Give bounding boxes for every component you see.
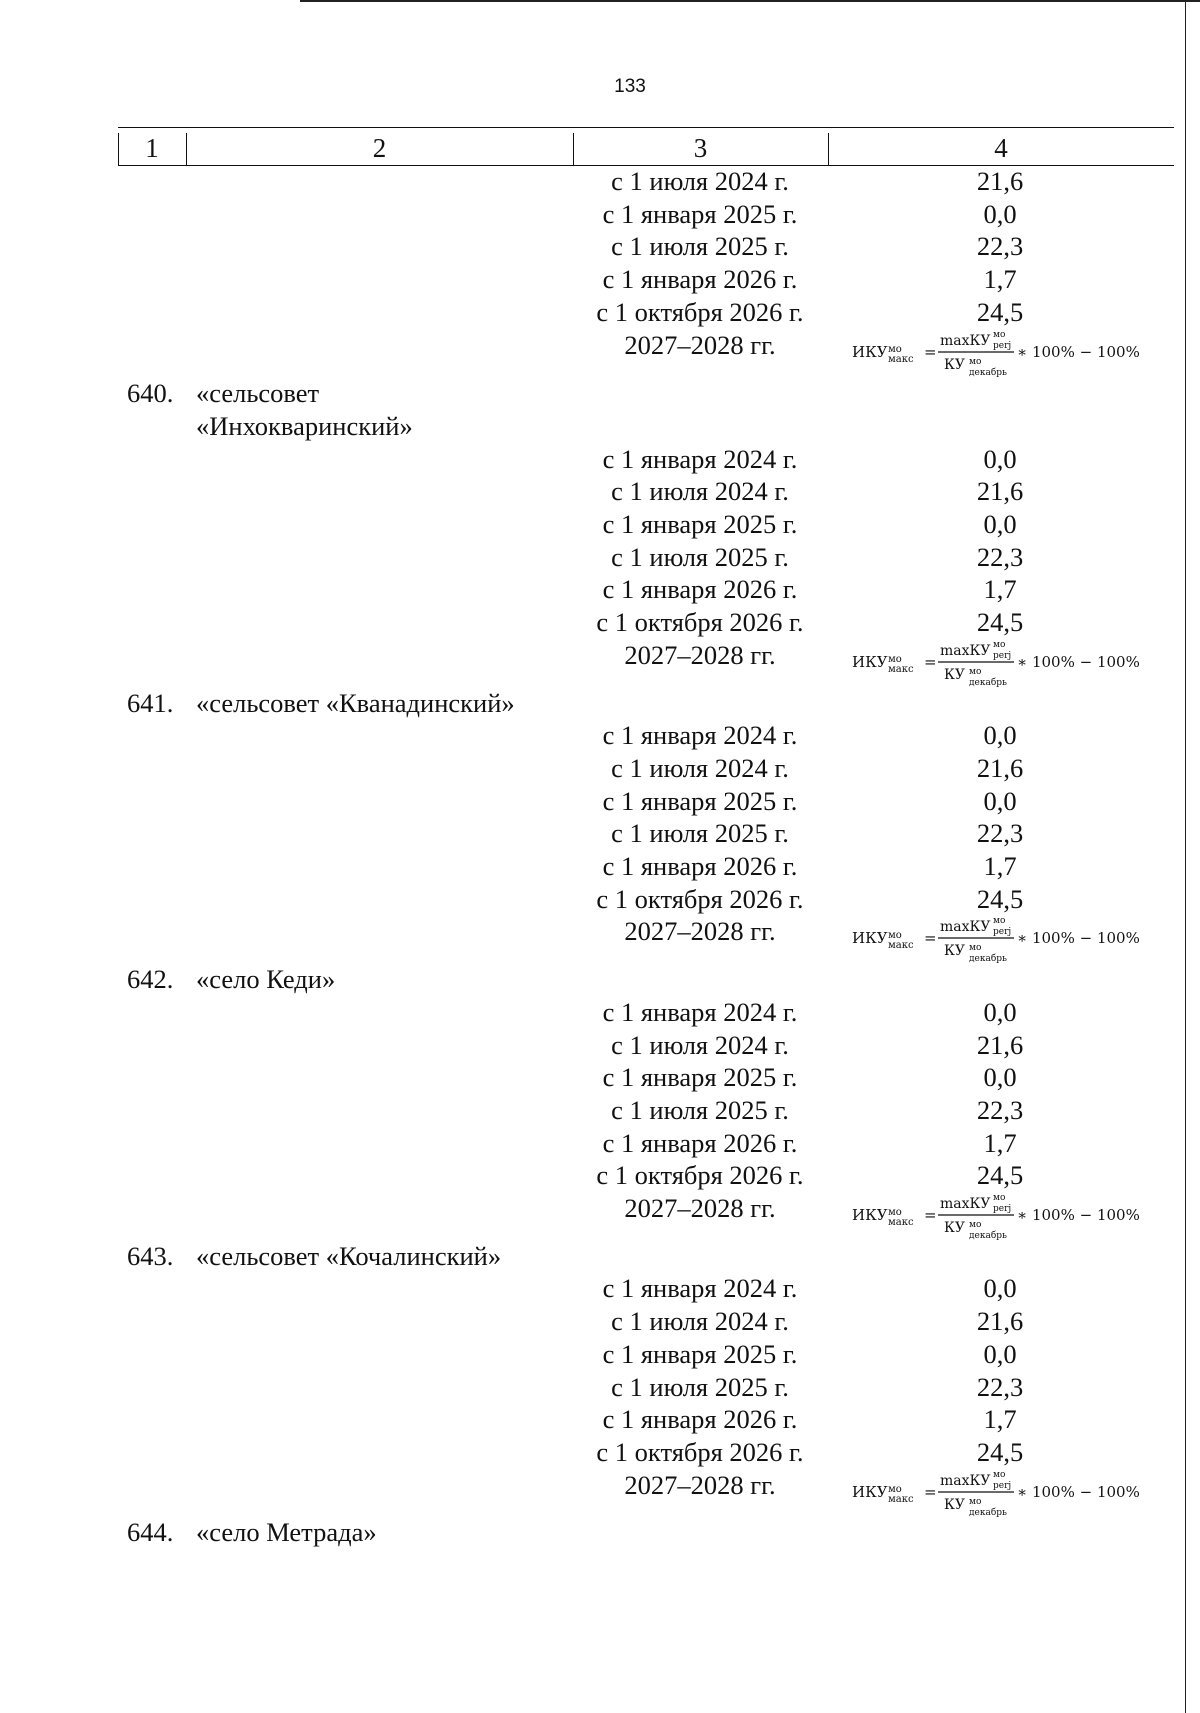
value-cell: 0,0 (983, 509, 1017, 539)
value-cell: 1,7 (983, 851, 1017, 881)
formula-equals: = (924, 929, 937, 948)
formula-denominator: КУ (944, 356, 965, 373)
formula-numerator-sup: мо (993, 916, 1006, 927)
period-cell: с 1 января 2025 г. (602, 1062, 798, 1093)
formula-lhs-sup: мо (888, 930, 902, 942)
formula-denominator-sup: мо (969, 1496, 982, 1507)
period-cell: с 1 января 2025 г. (602, 1338, 798, 1369)
period-cell: с 1 января 2026 г. (602, 851, 798, 881)
formula-denominator: КУ (944, 1220, 965, 1236)
value-cell: 0,0 (983, 996, 1017, 1027)
period-cell: с 1 июля 2024 г. (611, 752, 789, 783)
value-cell: 24,5 (976, 1436, 1024, 1467)
entry-name: «сельсовет (196, 378, 320, 409)
value-cell: 0,0 (983, 1062, 1017, 1093)
formula-denominator-sub: декабрь (969, 954, 1007, 965)
entry-name: «село Метрада» (196, 1517, 377, 1548)
period-cell: с 1 января 2026 г. (602, 574, 798, 605)
period-cell: с 1 июля 2025 г. (611, 541, 789, 572)
entry-number: 642. (127, 964, 174, 995)
period-cell: 2027–2028 гг. (624, 329, 776, 360)
value-cell: 1,7 (983, 1127, 1017, 1158)
formula-numerator: maxКУ (940, 332, 991, 349)
value-cell: 0,0 (983, 443, 1017, 474)
formula-tail: ∗ 100% − 100% (1017, 652, 1140, 671)
entry-name: «Инхокваринский» (196, 410, 413, 441)
formula-denominator: КУ (944, 666, 965, 683)
formula-iku-max (852, 912, 1157, 965)
formula-lhs-sub: макс (888, 663, 914, 675)
formula-numerator-sub: perj (993, 650, 1012, 661)
value-cell: 0,0 (983, 1338, 1017, 1369)
entry-name: «сельсовет «Кочалинский» (196, 1240, 502, 1271)
period-cell: 2027–2028 гг. (624, 916, 776, 947)
formula-lhs: ИКУ (852, 652, 888, 671)
formula-numerator: maxКУ (940, 642, 991, 659)
formula-equals: = (924, 342, 937, 361)
value-cell: 0,0 (983, 1273, 1017, 1304)
value-cell: 24,5 (976, 296, 1024, 327)
period-cell: с 1 июля 2024 г. (611, 476, 789, 507)
formula-numerator-sup: мо (993, 1193, 1006, 1203)
value-cell: 22,3 (976, 1094, 1024, 1125)
value-cell: 22,3 (976, 1371, 1024, 1402)
formula-numerator-sup: мо (993, 639, 1006, 650)
period-cell: с 1 января 2025 г. (602, 509, 798, 539)
value-cell: 1,7 (983, 1404, 1017, 1435)
entry-name: «сельсовет «Кванадинский» (196, 687, 515, 718)
entry-name: «село Кеди» (196, 964, 336, 995)
formula-tail: ∗ 100% − 100% (1017, 929, 1140, 948)
value-cell: 22,3 (976, 541, 1024, 572)
value-cell: 0,0 (983, 720, 1017, 751)
formula-denominator-sub: декабрь (969, 1507, 1007, 1518)
formula-numerator-sub: perj (993, 1204, 1012, 1214)
scan-border-top (300, 0, 1200, 2)
formula-denominator-sub: декабрь (969, 1231, 1007, 1241)
value-cell: 1,7 (983, 264, 1017, 295)
period-cell: с 1 июля 2025 г. (611, 818, 789, 849)
formula-lhs: ИКУ (852, 929, 888, 948)
entry-number: 644. (127, 1517, 174, 1548)
value-cell: 1,7 (983, 574, 1017, 605)
period-cell: с 1 июля 2024 г. (611, 1029, 789, 1060)
formula-denominator: КУ (944, 943, 965, 960)
formula-denominator-sup: мо (969, 1220, 982, 1230)
formula-lhs-sub: макс (888, 1217, 914, 1228)
formula-lhs-sub: макс (888, 1493, 914, 1505)
formula-denominator-sub: декабрь (969, 367, 1007, 378)
entry-number: 641. (127, 687, 174, 718)
value-cell: 21,6 (976, 1306, 1024, 1337)
value-cell: 21,6 (976, 476, 1024, 507)
period-cell: с 1 января 2024 г. (602, 1273, 798, 1304)
period-cell: с 1 июля 2024 г. (611, 166, 789, 196)
formula-tail: ∗ 100% − 100% (1017, 1206, 1140, 1224)
header-col-1: 1 (145, 133, 159, 163)
period-cell: с 1 октября 2026 г. (596, 296, 804, 327)
formula-numerator: maxКУ (940, 919, 991, 936)
formula-equals: = (924, 652, 937, 671)
formula-numerator-sub: perj (993, 1480, 1012, 1491)
formula-iku-max (852, 636, 1157, 688)
header-col-2: 2 (372, 133, 387, 163)
period-cell: с 1 января 2024 г. (602, 720, 798, 751)
formula-lhs-sup: мо (888, 1207, 902, 1218)
period-cell: 2027–2028 гг. (624, 1469, 776, 1500)
value-cell: 24,5 (976, 1160, 1024, 1191)
formula-iku-max (852, 1466, 1157, 1518)
formula-numerator-sub: perj (993, 927, 1012, 938)
value-cell: 24,5 (976, 883, 1024, 914)
period-cell: с 1 июля 2025 г. (611, 1094, 789, 1125)
formula-numerator-sup: мо (993, 1469, 1006, 1480)
formula-numerator: maxКУ (940, 1472, 991, 1489)
value-cell: 22,3 (976, 818, 1024, 849)
period-cell: с 1 января 2026 г. (602, 264, 798, 295)
period-cell: с 1 января 2026 г. (602, 1404, 798, 1435)
formula-equals: = (924, 1482, 937, 1501)
formula-tail: ∗ 100% − 100% (1017, 1482, 1140, 1501)
value-cell: 0,0 (983, 785, 1017, 816)
formula-numerator-sup: мо (993, 329, 1006, 340)
formula-lhs-sup: мо (888, 653, 902, 665)
period-cell: с 1 октября 2026 г. (596, 607, 804, 638)
period-cell: с 1 января 2024 г. (602, 996, 798, 1027)
entry-number: 643. (127, 1240, 174, 1271)
period-cell: с 1 января 2025 г. (602, 198, 798, 229)
formula-lhs: ИКУ (852, 342, 888, 361)
period-cell: 2027–2028 гг. (624, 639, 776, 670)
value-cell: 21,6 (976, 166, 1024, 196)
formula-denominator-sup: мо (969, 666, 982, 677)
formula-denominator-sup: мо (969, 943, 982, 954)
period-cell: с 1 июля 2024 г. (611, 1306, 789, 1337)
formula-lhs: ИКУ (852, 1482, 888, 1501)
value-cell: 21,6 (976, 1029, 1024, 1060)
period-cell: с 1 января 2026 г. (602, 1127, 798, 1158)
period-cell: с 1 октября 2026 г. (596, 1436, 804, 1467)
formula-iku-max (852, 326, 1157, 378)
header-col-4: 4 (994, 133, 1008, 163)
period-cell: с 1 января 2024 г. (602, 443, 798, 474)
value-cell: 21,6 (976, 752, 1024, 783)
formula-denominator-sub: декабрь (969, 677, 1007, 688)
period-cell: с 1 июля 2025 г. (611, 231, 789, 262)
formula-numerator-sub: perj (993, 340, 1012, 351)
formula-iku-max (852, 1189, 1157, 1241)
page-number: 133 (614, 76, 646, 97)
formula-lhs-sub: макс (888, 353, 914, 365)
period-cell: 2027–2028 гг. (624, 1193, 776, 1223)
header-col-3: 3 (693, 133, 708, 163)
period-cell: с 1 октября 2026 г. (596, 1160, 804, 1191)
value-cell: 22,3 (976, 231, 1024, 262)
period-cell: с 1 октября 2026 г. (596, 883, 804, 914)
entry-number: 640. (127, 378, 174, 409)
period-cell: с 1 июля 2025 г. (611, 1371, 789, 1402)
value-cell: 24,5 (976, 607, 1024, 638)
formula-denominator: КУ (944, 1496, 965, 1513)
formula-denominator-sup: мо (969, 356, 982, 367)
formula-lhs-sub: макс (888, 940, 914, 952)
formula-lhs: ИКУ (852, 1206, 888, 1224)
formula-numerator: maxКУ (940, 1196, 991, 1212)
value-cell: 0,0 (983, 198, 1017, 229)
formula-tail: ∗ 100% − 100% (1017, 342, 1140, 361)
formula-lhs-sup: мо (888, 343, 902, 355)
formula-equals: = (924, 1206, 937, 1224)
formula-lhs-sup: мо (888, 1483, 902, 1495)
scan-border-right (1185, 0, 1187, 1713)
period-cell: с 1 января 2025 г. (602, 785, 798, 816)
header-rule-top (118, 127, 1174, 128)
